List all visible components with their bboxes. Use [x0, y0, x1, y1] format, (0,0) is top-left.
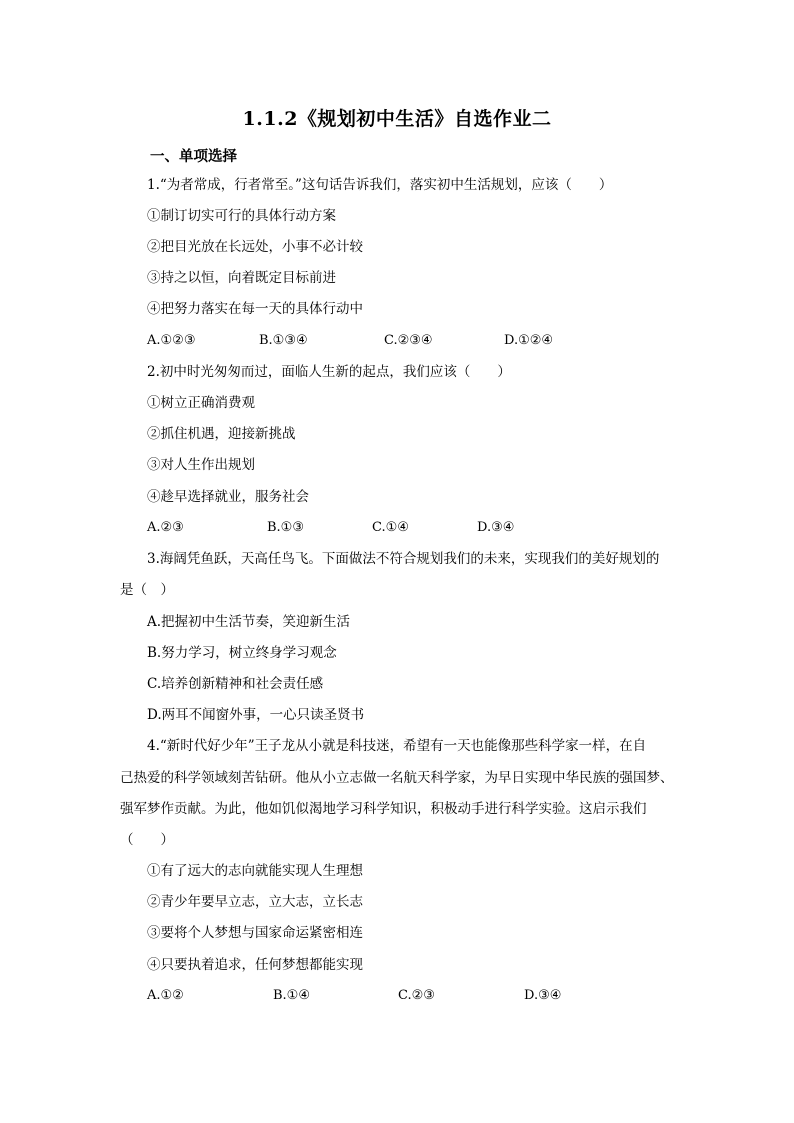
- q3-option-b: B.努力学习，树立终身学习观念: [147, 645, 337, 661]
- q3-option-d: D.两耳不闻窗外事，一心只读圣贤书: [147, 707, 365, 723]
- q2-item-2: ②抓住机遇，迎接新挑战: [147, 426, 296, 442]
- q1-option-b: B.①③④: [259, 333, 308, 348]
- q2-option-d: D.③④: [477, 520, 515, 535]
- q2-option-b: B.①③: [267, 520, 304, 535]
- q1-item-3: ③持之以恒，向着既定目标前进: [147, 270, 336, 286]
- q1-item-4: ④把努力落实在每一天的具体行动中: [147, 301, 363, 317]
- q4-stem-line-3: 强军梦作贡献。为此，他如饥似渴地学习科学知识，积极动手进行科学实验。这启示我们: [120, 801, 647, 817]
- q2-stem: 2.初中时光匆匆而过，面临人生新的起点，我们应该（ ）: [147, 364, 511, 380]
- q3-stem-line-1: 3.海阔凭鱼跃，天高任鸟飞。下面做法不符合规划我们的未来，实现我们的美好规划的: [147, 551, 660, 567]
- q1-option-a: A.①②③: [147, 333, 196, 348]
- q4-item-2: ②青少年要早立志，立大志，立长志: [147, 894, 363, 910]
- q4-option-c: C.②③: [398, 988, 435, 1003]
- q2-item-1: ①树立正确消费观: [147, 395, 255, 411]
- q1-option-c: C.②③④: [384, 333, 433, 348]
- q1-item-2: ②把目光放在长远处，小事不必计较: [147, 239, 363, 255]
- q4-item-1: ①有了远大的志向就能实现人生理想: [147, 863, 363, 879]
- q4-item-4: ④只要执着追求，任何梦想都能实现: [147, 957, 363, 973]
- q4-stem-line-4: （ ）: [120, 832, 174, 848]
- q4-option-d: D.③④: [524, 988, 562, 1003]
- q2-item-4: ④趁早选择就业，服务社会: [147, 489, 309, 505]
- document-title: 1.1.2《规划初中生活》自选作业二: [242, 108, 552, 130]
- q3-stem-line-2: 是（ ）: [120, 582, 174, 598]
- q2-option-c: C.①④: [372, 520, 409, 535]
- q4-item-3: ③要将个人梦想与国家命运紧密相连: [147, 925, 363, 941]
- q1-item-1: ①制订切实可行的具体行动方案: [147, 208, 336, 224]
- q3-option-a: A.把握初中生活节奏，笑迎新生活: [147, 614, 351, 630]
- q1-stem: 1.“为者常成，行者常至。”这句话告诉我们，落实初中生活规划，应该（ ）: [147, 177, 613, 193]
- q2-item-3: ③对人生作出规划: [147, 457, 255, 473]
- q1-option-d: D.①②④: [504, 333, 554, 348]
- q2-option-a: A.②③: [147, 520, 184, 535]
- section-heading: 一、单项选择: [150, 148, 237, 165]
- q4-stem-line-2: 己热爱的科学领域刻苦钻研。他从小立志做一名航天科学家，为早日实现中华民族的强国梦、: [120, 770, 674, 786]
- q4-stem-line-1: 4.“新时代好少年”王子龙从小就是科技迷，希望有一天也能像那些科学家一样，在自: [147, 738, 647, 754]
- q4-option-b: B.①④: [273, 988, 310, 1003]
- q4-option-a: A.①②: [147, 988, 184, 1003]
- q3-option-c: C.培养创新精神和社会责任感: [147, 676, 324, 692]
